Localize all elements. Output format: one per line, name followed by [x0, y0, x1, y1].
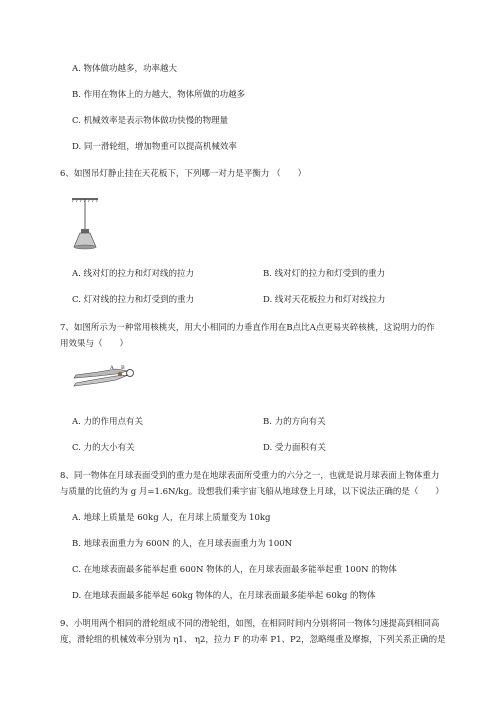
- q9-stem-line1: 9、小明用两个相同的滑轮组成不同的滑轮组，如图，在相同时间内分别将同一物体匀速提高到相同高: [60, 619, 440, 629]
- q7-option-a: A. 力的作用点有关: [72, 417, 144, 427]
- q7-option-c: C. 力的大小有关: [72, 443, 135, 453]
- q8-option-c: C. 在地球表面最多能举起重 600N 物体的人，在月球表面最多能举起重 100N 的物体: [72, 565, 397, 575]
- q6-option-c: C. 灯对线的拉力和灯受到的重力: [72, 295, 195, 305]
- nutcracker-icon: [68, 362, 138, 390]
- q6-option-a: A. 线对灯的拉力和灯对线的拉力: [72, 269, 195, 279]
- q5-option-b: B. 作用在物体上的力越大，物体所做的功越多: [72, 90, 246, 100]
- q7-stem-line2: 用效果与（ ）: [60, 339, 129, 349]
- q6-option-d: D. 线对天花板拉力和灯对线拉力: [263, 295, 386, 305]
- q7-option-d: D. 受力面积有关: [263, 443, 326, 453]
- q8-stem-line1: 8、同一物体在月球表面受到的重力是在地球表面所受重力的六分之一，也就是说月球表面上物体重力: [60, 471, 440, 481]
- q5-option-d: D. 同一滑轮组，增加物重可以提高机械效率: [72, 142, 237, 152]
- q5-option-c: C. 机械效率是表示物体做功快慢的物理量: [72, 116, 229, 126]
- q7-stem-line1: 7、如图所示为一种常用核桃夹，用大小相同的力垂直作用在B点比A点更易夹碎核桃，这说明力的作: [60, 323, 435, 333]
- q8-stem-line2: 与质量的比值约为 g 月=1.6N/kg。设想我们乘宇宙飞船从地球登上月球，以下说法正确的是（ ）: [60, 487, 444, 497]
- nutcracker-label-a: A: [110, 365, 114, 371]
- q8-option-a: A. 地球上质量是 60kg 人，在月球上质量变为 10kg: [72, 513, 271, 523]
- q8-option-d: D. 在地球表面最多能举起 60kg 物体的人，在月球表面最多能举起 60kg 的物体: [72, 591, 376, 601]
- q5-option-a: A. 物体做功越多，功率越大: [72, 64, 178, 74]
- q7-option-b: B. 力的方向有关: [263, 417, 326, 427]
- hanging-lamp-icon: [70, 196, 100, 254]
- q6-stem: 6、如图吊灯静止挂在天花板下，下列哪一对力是平衡力 （ ）: [60, 169, 307, 179]
- q6-option-b: B. 线对灯的拉力和灯受到的重力: [263, 269, 386, 279]
- nutcracker-label-b: B: [121, 365, 125, 371]
- q9-stem-line2: 度，滑轮组的机械效率分别为 η1、 η2，拉力 F 的功率 P1、P2，忽略绳重及摩擦，下列关系正确的是: [60, 635, 446, 645]
- q8-option-b: B. 地球表面重力为 600N 的人，在月球表面重力为 100N: [72, 539, 293, 549]
